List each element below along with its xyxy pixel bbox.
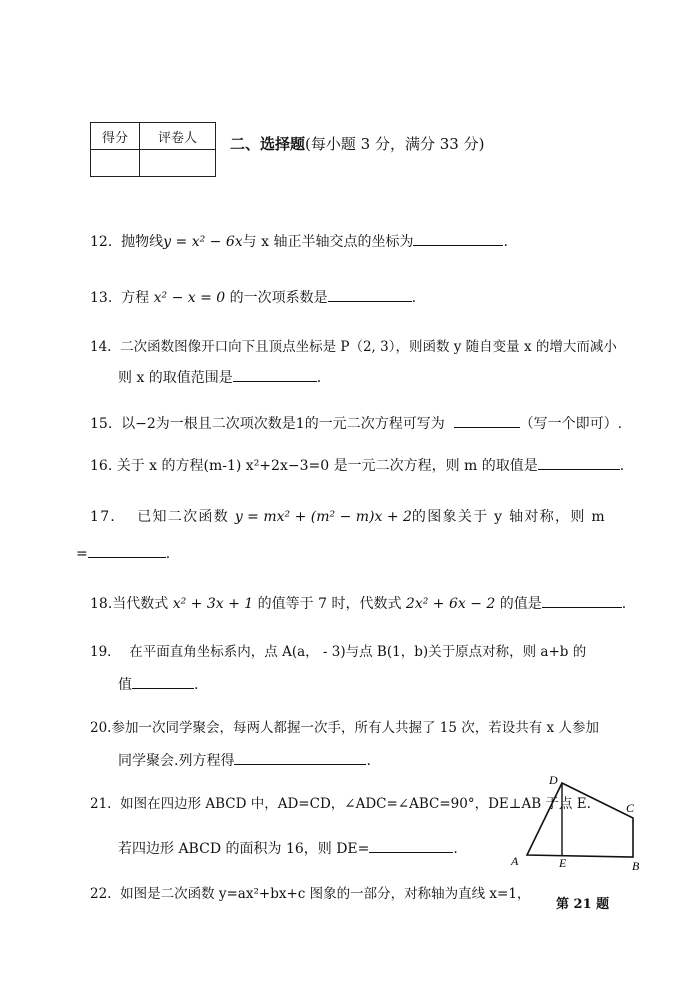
q14-text: 二次函数图像开口向下且顶点坐标是 P（2, 3），则函数 y 随自变量 x 的增大而减小 [120, 339, 617, 355]
question-19-line2 [118, 674, 198, 695]
q14-end: . [316, 370, 322, 386]
label-c: C [626, 801, 635, 815]
q19-end: . [194, 677, 199, 693]
q12-end: . [503, 234, 508, 250]
q13-math: x² − x = 0 [153, 290, 226, 306]
grader-cell[interactable] [140, 150, 216, 177]
q20-text: 参加一次同学聚会，每两人都握一次手，所有人共握了 15 次，若设共有 x 人参加 [111, 720, 599, 736]
label-d: D [549, 773, 558, 787]
question-20-line2 [118, 750, 371, 771]
score-table [90, 122, 216, 177]
q18-text-2: 的值等于 7 时，代数式 [257, 596, 402, 612]
q21-text: 如图在四边形 ABCD 中，AD=CD，∠ADC=∠ABC=90°，DE⊥AB 于点 E. [120, 796, 591, 812]
q20-answer-blank[interactable] [234, 750, 366, 765]
q18-text: 当代数式 [112, 596, 169, 612]
q18-math-2: 2x² + 6x − 2 [405, 596, 496, 612]
grader-header: 评卷人 [140, 123, 216, 150]
q16-answer-blank[interactable] [538, 455, 620, 470]
q16-number: 16. [90, 458, 113, 474]
q17-text: 已知二次函数 [137, 509, 230, 525]
q18-end: . [621, 596, 627, 612]
q13-number: 13. [90, 290, 113, 306]
q19-number: 19． [90, 644, 121, 660]
q12-number: 12. [90, 234, 113, 250]
q19-text-2: 值 [118, 677, 132, 693]
q20-end: . [366, 753, 371, 769]
label-b: B [632, 859, 640, 873]
q12-text: 抛物线 [121, 234, 164, 250]
q17-answer-blank[interactable] [88, 543, 166, 558]
section-title: 二、选择题 [230, 135, 306, 153]
section-heading [230, 133, 484, 154]
q15-text: 以−2为一根且二次项次数是1的一元二次方程可写为 [121, 416, 445, 432]
q16-text: 关于 x 的方程(m-1) x²+2x−3=0 是一元二次方程，则 m 的取值是 [116, 458, 538, 474]
label-e: E [559, 856, 567, 870]
q12-text-2: 与 x 轴正半轴交点的坐标为 [242, 234, 414, 250]
question-18 [90, 593, 626, 614]
score-cell[interactable] [91, 150, 140, 177]
q13-text-2: 的一次项系数是 [229, 290, 328, 306]
q15-number: 15. [90, 416, 113, 432]
q13-text: 方程 [121, 290, 150, 306]
q17-end: . [165, 546, 171, 562]
question-22 [90, 884, 530, 904]
question-13 [90, 287, 416, 308]
q13-end: . [411, 290, 417, 306]
quadrilateral-figure [505, 770, 655, 875]
q21-number: 21. [90, 796, 112, 812]
question-14-line2 [118, 367, 321, 388]
q14-number: 14. [90, 339, 112, 355]
q22-number: 22. [90, 886, 112, 902]
q18-answer-blank[interactable] [542, 593, 622, 608]
q12-math: y = x² − 6x [163, 234, 243, 250]
q19-answer-blank[interactable] [132, 674, 194, 689]
q15-tail: （写一个即可）. [519, 416, 623, 432]
q12-answer-blank[interactable] [413, 231, 503, 246]
question-17 [90, 507, 606, 527]
question-20 [90, 718, 599, 738]
q16-end: . [619, 458, 625, 474]
question-12 [90, 231, 508, 252]
q14-text-2: 则 x 的取值范围是 [118, 370, 233, 386]
q21-answer-blank[interactable] [369, 838, 453, 853]
question-19 [90, 642, 586, 662]
q17-equals: = [76, 546, 88, 562]
question-17-line2 [76, 543, 170, 564]
question-15 [90, 413, 622, 434]
q15-answer-blank[interactable] [454, 413, 520, 428]
q18-math-1: x² + 3x + 1 [172, 596, 254, 612]
q21-text-2: 若四边形 ABCD 的面积为 16，则 DE= [118, 841, 370, 857]
question-21-line2 [118, 838, 458, 859]
question-14 [90, 337, 617, 357]
q22-text: 如图是二次函数 y=ax²+bx+c 图象的一部分，对称轴为直线 x=1， [120, 886, 531, 902]
q17-text-2: 的图象关于 y 轴对称，则 m [411, 509, 606, 525]
score-header: 得分 [91, 123, 140, 150]
q21-end: . [453, 841, 458, 857]
q17-math: y = mx² + (m² − m)x + 2 [234, 509, 412, 525]
q19-text: 在平面直角坐标系内，点 A(a， - 3)与点 B(1，b)关于原点对称，则 a+b 的 [129, 644, 587, 660]
q20-text-2: 同学聚会.列方程得 [118, 753, 235, 769]
quadrilateral-abcd [527, 783, 633, 857]
section-note: (每小题 3 分，满分 33 分) [305, 135, 485, 153]
q18-number: 18. [90, 596, 113, 612]
q17-number: 17． [90, 509, 126, 525]
q18-text-3: 的值是 [499, 596, 542, 612]
q13-answer-blank[interactable] [328, 287, 412, 302]
label-a: A [511, 854, 519, 868]
q14-answer-blank[interactable] [233, 367, 317, 382]
figure-caption: 第 21 题 [556, 897, 610, 912]
question-16 [90, 455, 624, 476]
q20-number: 20. [90, 720, 112, 736]
